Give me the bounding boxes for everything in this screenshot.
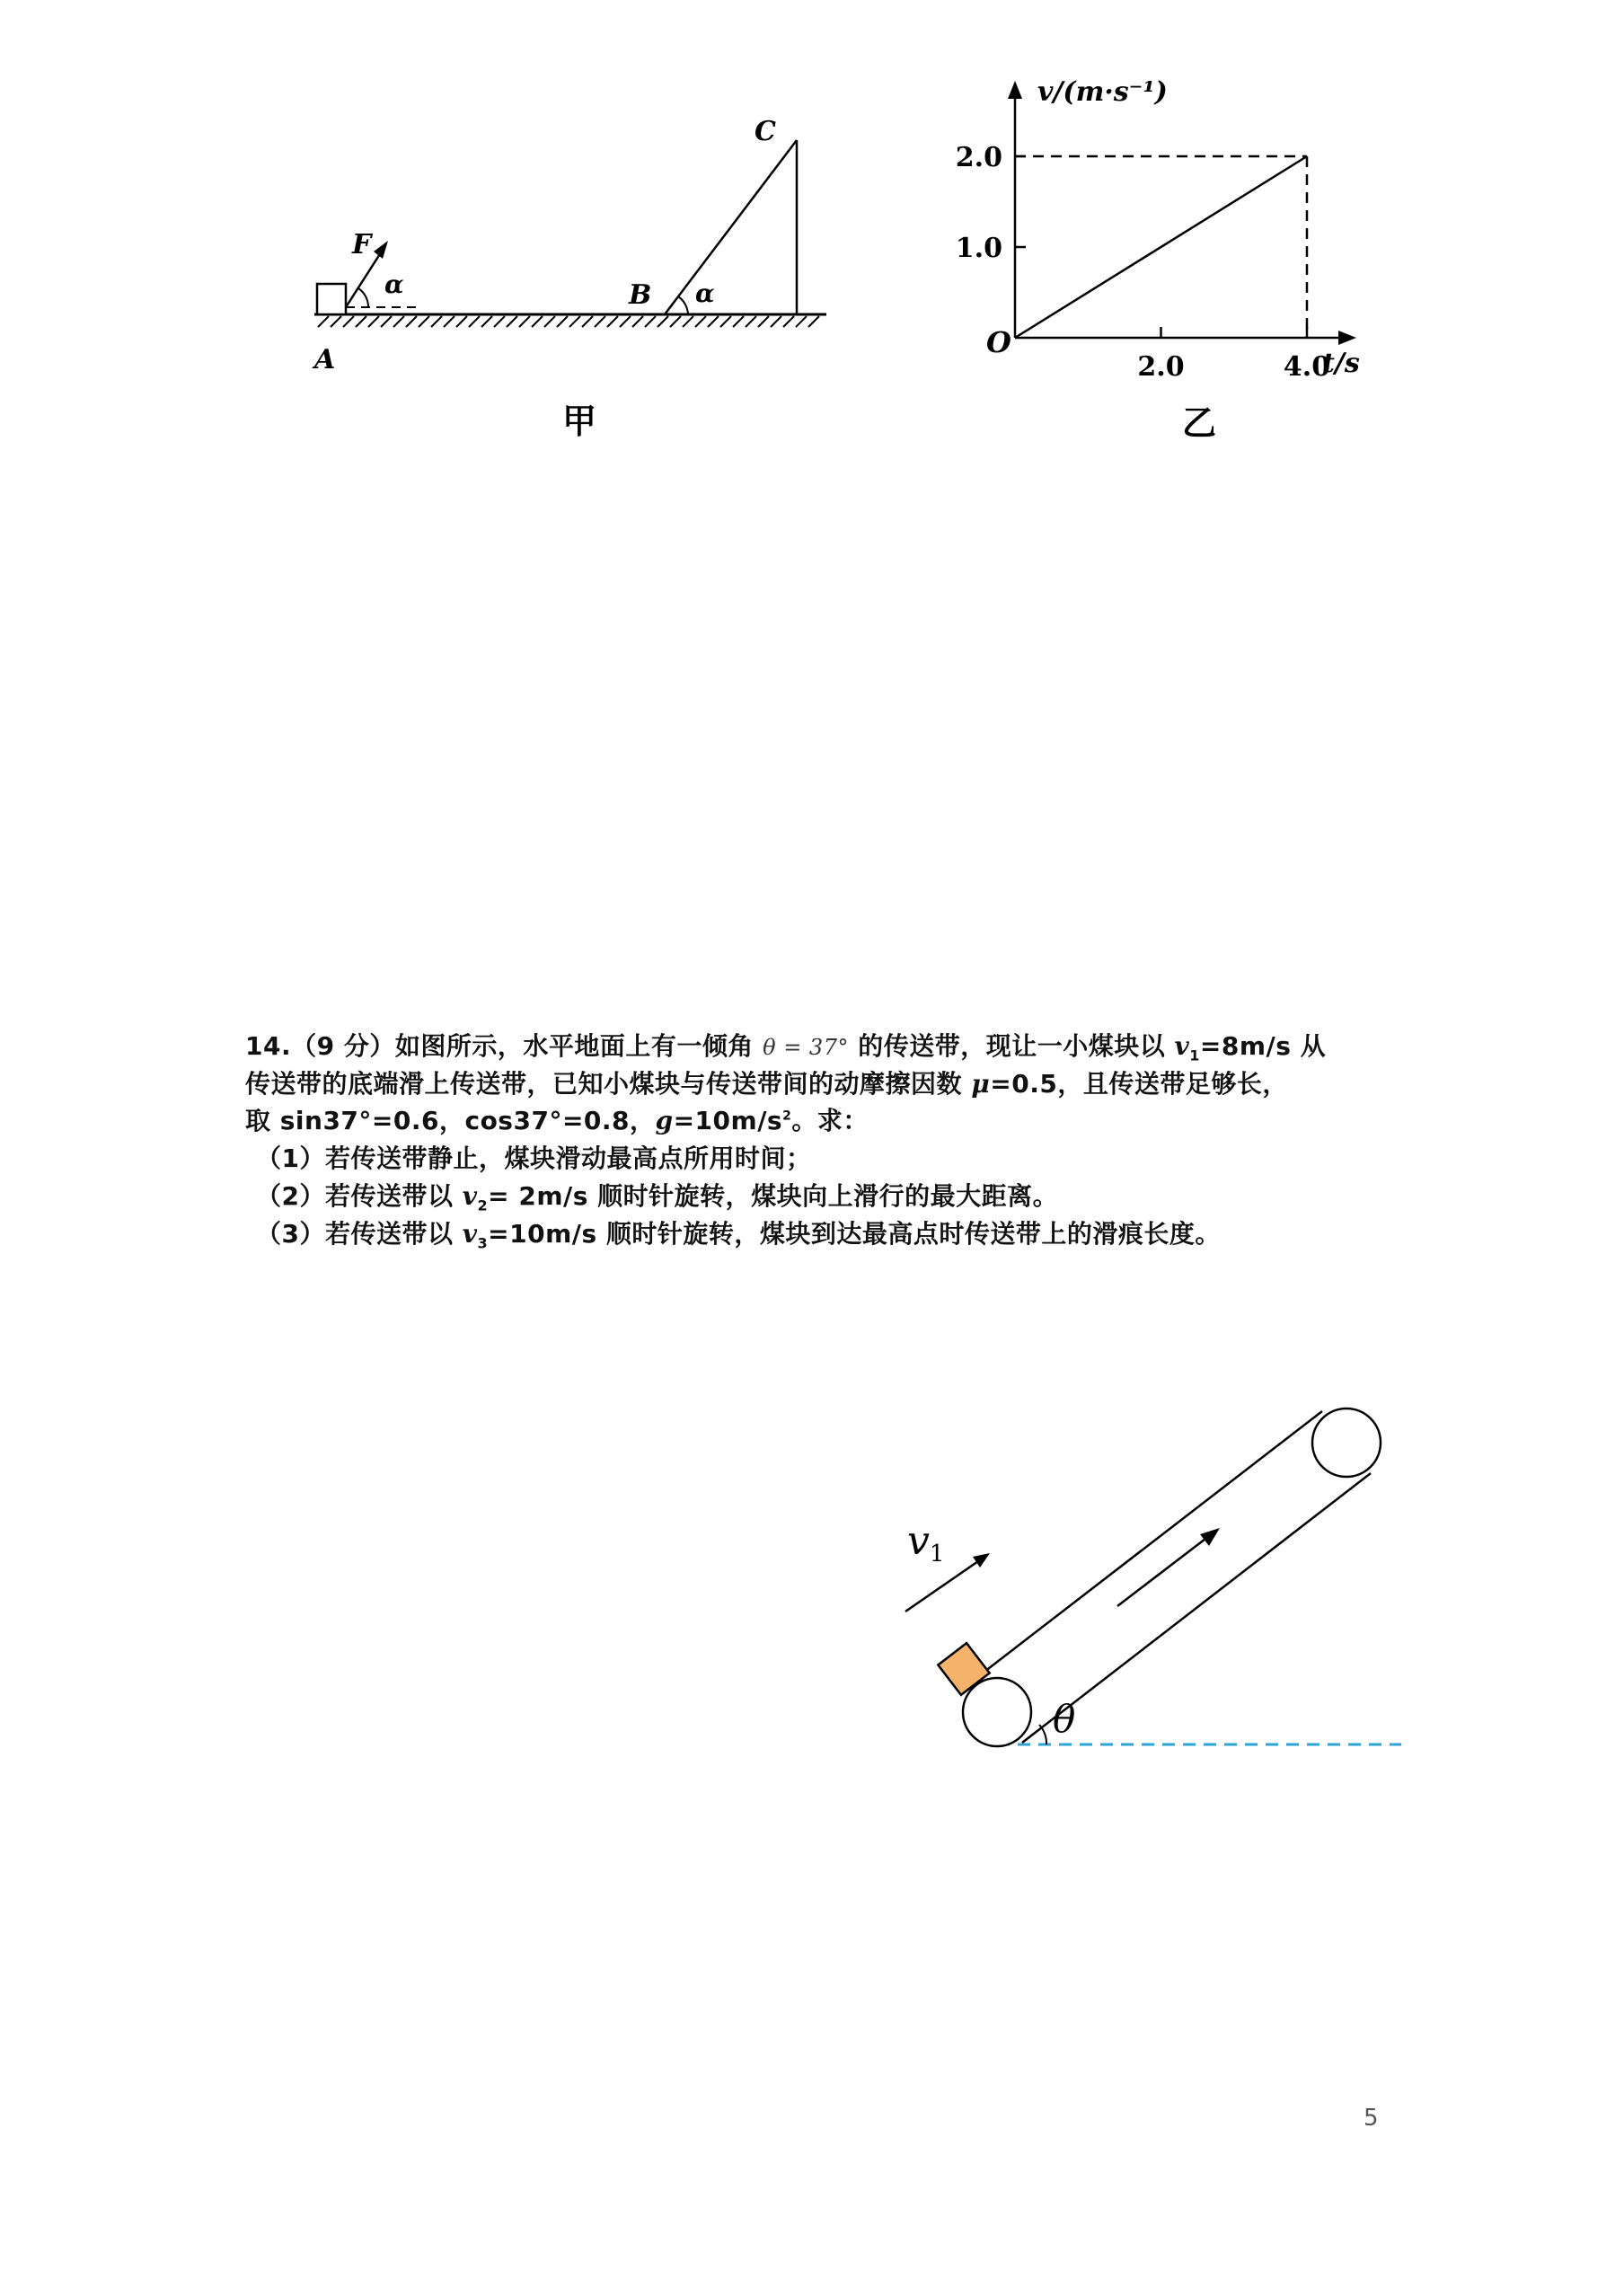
sub-question-3-head: （3）若传送带以 <box>256 1219 454 1249</box>
question-line-3 <box>245 1101 869 1137</box>
x-tick-label: 2.0 <box>1137 351 1185 383</box>
figure-jia <box>296 108 853 449</box>
sub-question-3 <box>256 1214 1221 1252</box>
v2-symbol: v <box>462 1181 478 1211</box>
question-line-3-text: 取 sin37°=0.6，cos37°=0.8， <box>245 1106 656 1135</box>
sub-question-2 <box>256 1177 1058 1214</box>
g-symbol: g <box>655 1106 674 1135</box>
force-arrowhead <box>374 241 388 259</box>
belt-upper-run <box>973 1411 1322 1681</box>
v1-symbol: v <box>1174 1031 1190 1061</box>
figure-conveyor-belt <box>880 1383 1437 1779</box>
bottom-pulley <box>963 1678 1031 1746</box>
block <box>317 284 346 314</box>
label-A: A <box>314 344 336 375</box>
ground-hatching <box>318 316 819 327</box>
sub-question-2-head: （2）若传送带以 <box>256 1181 454 1211</box>
question-line-2-text: 传送带的底端滑上传送带，已知小煤块与传送带间的动摩擦因数 <box>245 1069 963 1099</box>
caption-jia: 甲 <box>562 402 597 441</box>
y-tick-label: 2.0 <box>955 142 1002 173</box>
label-alpha-force: α <box>384 269 404 299</box>
question-line-3-tail: 。求： <box>791 1106 869 1135</box>
page-number: 5 <box>1364 2105 1379 2132</box>
y-axis-label: v/(m·s⁻¹) <box>1037 76 1168 108</box>
sub-question-1: （1）若传送带静止，煤块滑动最高点所用时间； <box>256 1144 812 1173</box>
origin-label: O <box>986 325 1011 359</box>
figure-yi-vt-graph <box>952 63 1455 449</box>
theta-label: θ <box>1053 1697 1076 1741</box>
sub-question-3-tail: =10m/s 顺时针旋转，煤块到达最高点时传送带上的滑痕长度。 <box>488 1219 1221 1249</box>
mu-value: =0.5，且传送带足够长， <box>990 1069 1288 1099</box>
v3-symbol: v <box>462 1219 478 1249</box>
g-value: =10m/s <box>673 1106 783 1135</box>
v2-subscript: 2 <box>477 1197 489 1214</box>
g-exponent: 2 <box>782 1108 792 1124</box>
incline-angle-arc <box>678 296 688 314</box>
x-axis-arrowhead <box>1338 331 1356 345</box>
sub-question-2-tail: = 2m/s 顺时针旋转，煤块向上滑行的最大距离。 <box>488 1181 1059 1211</box>
label-C: C <box>755 116 776 147</box>
mu-symbol: μ <box>971 1069 991 1099</box>
v1-subscript: 1 <box>1189 1046 1200 1064</box>
angle-expression: θ = 37° <box>763 1035 849 1060</box>
belt-direction-arrowhead <box>1200 1528 1220 1546</box>
question-line-1 <box>245 1027 1326 1064</box>
belt-direction-arrow <box>1117 1536 1209 1606</box>
label-F: F <box>352 229 372 261</box>
caption-yi: 乙 <box>1182 403 1217 443</box>
question-number: 14. <box>245 1031 292 1061</box>
force-angle-arc <box>358 288 368 307</box>
v3-subscript: 3 <box>477 1234 489 1252</box>
x-tick-label: 4.0 <box>1283 351 1331 383</box>
label-B: B <box>629 279 652 311</box>
question-score: （9 分） <box>291 1031 395 1061</box>
question-line-2 <box>245 1064 1288 1100</box>
y-axis-arrowhead <box>1008 81 1022 99</box>
question-stem-2: 的传送带，现让一小煤块以 <box>858 1031 1166 1061</box>
y-tick-label: 1.0 <box>955 233 1002 264</box>
v1-label: v1 <box>907 1518 945 1567</box>
label-alpha-incline: α <box>695 278 715 308</box>
v1-value: =8m/s 从 <box>1199 1031 1327 1061</box>
incline-surface <box>665 140 797 314</box>
v1-velocity-arrowhead <box>973 1553 990 1567</box>
top-pulley <box>1312 1409 1381 1477</box>
x-axis-label: t/s <box>1322 348 1360 379</box>
question-stem-1: 如图所示，水平地面上有一倾角 <box>394 1031 754 1061</box>
series-line-v <box>1015 156 1307 338</box>
